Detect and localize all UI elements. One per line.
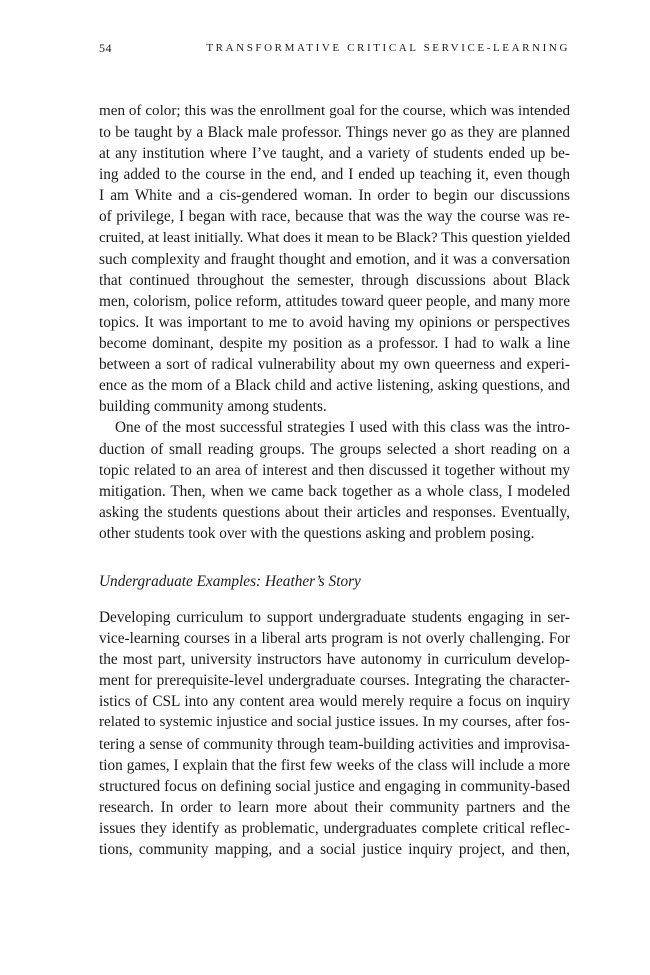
text-line: to be taught by a Black male professor. Things never go as they are planned xyxy=(99,124,570,142)
text-line: ing added to the course in the end, and I ended up teaching it, even though xyxy=(99,166,570,184)
text-line: that continued throughout the semester, through discussions about Black xyxy=(99,271,570,289)
text-line: related to systemic injustice and social justice issues. In my courses, after fos- xyxy=(99,714,570,731)
text-line: research. In order to learn more about their community partners and the xyxy=(99,798,570,816)
text-line: at any institution where I’ve taught, and a variety of students ended up be- xyxy=(99,145,570,163)
text-line: One of the most successful strategies I used with this class was the intro- xyxy=(115,419,570,437)
text-line: topic related to an area of interest and then discussed it together without my xyxy=(99,461,570,479)
text-line: vice-learning courses in a liberal arts program is not overly challenging. For xyxy=(99,630,570,648)
text-line: building community among students. xyxy=(99,398,327,416)
text-line: such complexity and fraught thought and emotion, and it was a conversation xyxy=(99,250,570,268)
text-line: tions, community mapping, and a social justice inquiry project, and then, xyxy=(99,841,570,859)
body-text-bottom xyxy=(99,607,570,860)
page-number: 54 xyxy=(99,41,112,55)
running-title: TRANSFORMATIVE CRITICAL SERVICE-LEARNING xyxy=(206,42,570,54)
text-line: structured focus on defining social justice and engaging in community-based xyxy=(99,777,570,795)
text-line: cruited, at least initially. What does it mean to be Black? This question yielded xyxy=(99,229,570,246)
text-line: duction of small reading groups. The groups selected a short reading on a xyxy=(99,440,570,458)
text-line: tering a sense of community through team-building activities and improvisa- xyxy=(99,735,570,753)
text-line: of privilege, I began with race, because that was the way the course was re- xyxy=(99,208,570,226)
text-line: issues they identify as problematic, undergraduates complete critical reflec- xyxy=(99,819,570,837)
section-subheading: Undergraduate Examples: Heather’s Story xyxy=(99,573,361,590)
text-line: between a sort of radical vulnerability about my own queerness and experi- xyxy=(99,356,570,374)
paragraph-reading-groups xyxy=(99,417,570,544)
text-line: mitigation. Then, when we came back together as a whole class, I modeled xyxy=(99,482,570,500)
text-line: the most part, university instructors have autonomy in curriculum develop- xyxy=(99,651,570,669)
text-line: men of color; this was the enrollment goal for the course, which was intended xyxy=(99,103,570,119)
text-line: asking the students questions about their articles and responses. Eventually, xyxy=(99,503,570,521)
paragraph-continued xyxy=(99,101,570,417)
body-text-top xyxy=(99,101,570,544)
text-line: I am White and a cis-gendered woman. In order to begin our discussions xyxy=(99,187,570,205)
text-line: tion games, I explain that the first few weeks of the class will include a more xyxy=(99,756,570,774)
text-line: topics. It was important to me to avoid having my opinions or perspectives xyxy=(99,313,570,331)
running-head xyxy=(99,39,570,57)
text-line: other students took over with the questions asking and problem posing. xyxy=(99,524,535,542)
text-line: men, colorism, police reform, attitudes toward queer people, and many more xyxy=(99,292,570,310)
text-line: become dominant, despite my position as a professor. I had to walk a line xyxy=(99,335,570,353)
text-line: ence as the mom of a Black child and active listening, asking questions, and xyxy=(99,377,570,395)
text-line: ment for prerequisite-level undergraduate courses. Integrating the character- xyxy=(99,672,570,690)
text-line: istics of CSL into any content area would merely require a focus on inquiry xyxy=(99,693,570,711)
paragraph-heathers-story xyxy=(99,607,570,860)
text-line: Developing curriculum to support undergraduate students engaging in ser- xyxy=(99,609,570,626)
